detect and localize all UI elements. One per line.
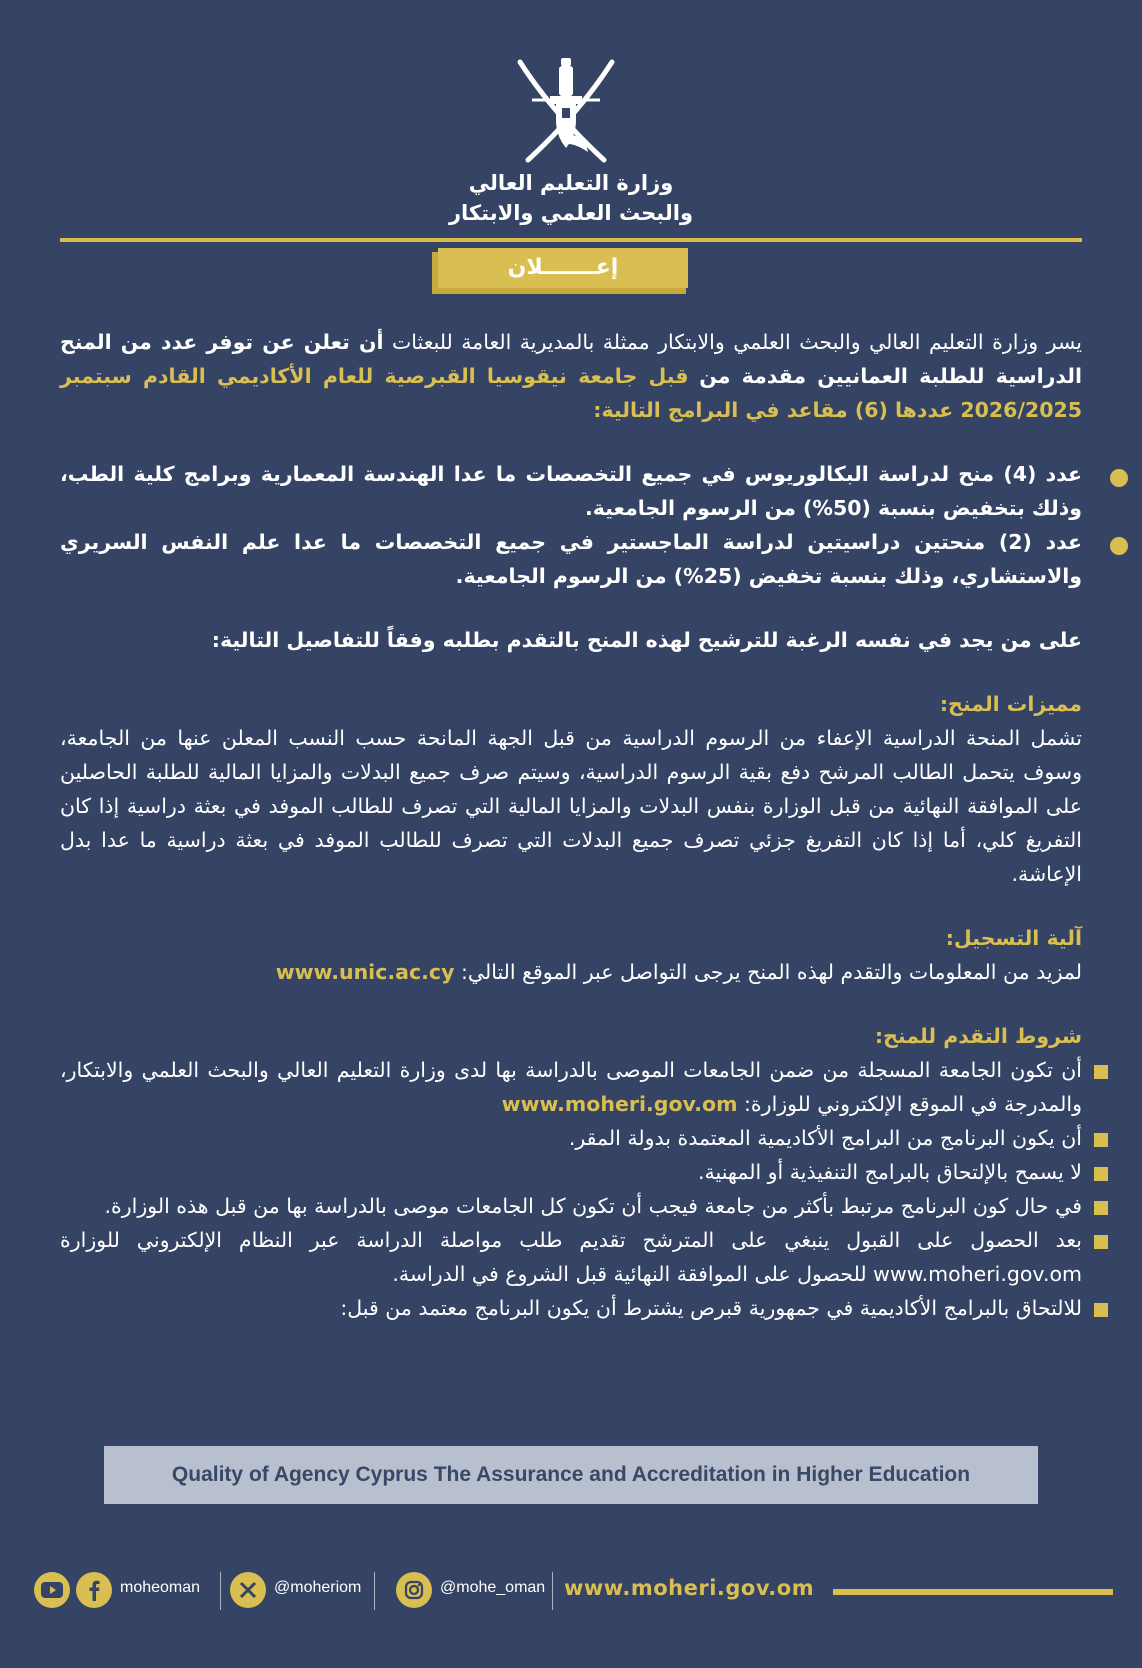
moheri-link[interactable]: www.moheri.gov.om xyxy=(501,1092,738,1116)
conditions-heading: شروط التقدم للمنح: xyxy=(874,1024,1082,1048)
footer-website-link[interactable]: www.moheri.gov.om xyxy=(564,1576,815,1600)
program-item: عدد (2) منحتين دراسيتين لدراسة الماجستير في جميع التخصصات ما عدا علم النفس السريري والاستشاري، وذلك بنسبة تخفيض (25%) من الرسوم الجامعية. xyxy=(60,525,1128,593)
youtube-icon[interactable] xyxy=(34,1572,70,1608)
condition-item: في حال كون البرنامج مرتبط بأكثر من جامعة فيجب أن تكون كل الجامعات موصى بالدراسة بها من قبل هذه الوزارة. xyxy=(60,1189,1108,1223)
registration-text xyxy=(60,955,1082,989)
footer-separator xyxy=(374,1572,375,1610)
registration-label: لمزيد من المعلومات والتقدم لهذه المنح يرجى التواصل عبر الموقع التالي: xyxy=(460,960,1082,984)
accreditation-box: Quality of Agency Cyprus The Assurance and Accreditation in Higher Education xyxy=(104,1446,1038,1504)
registration-heading: آلية التسجيل: xyxy=(945,926,1082,950)
header-divider xyxy=(60,238,1082,242)
intro-text: يسر وزارة التعليم العالي والبحث العلمي والابتكار ممثلة بالمديرية العامة للبعثات xyxy=(391,330,1082,354)
program-item: عدد (4) منح لدراسة البكالوريوس في جميع التخصصات ما عدا الهندسة المعمارية وبرامج كلية الطب، وذلك بتخفيض بنسبة (50%) من الرسوم الجامعية. xyxy=(60,457,1128,525)
social-handle-moheoman[interactable]: moheoman xyxy=(120,1579,201,1596)
ministry-name-line2: والبحث العلمي والابتكار xyxy=(448,201,694,225)
footer-accent-line xyxy=(833,1589,1113,1595)
footer-separator xyxy=(552,1572,553,1610)
social-handle-x[interactable]: @moheriom xyxy=(274,1579,362,1596)
announcement-badge: إعـــــــلان xyxy=(438,248,688,288)
conditions-list xyxy=(60,1053,1082,1325)
programs-list xyxy=(60,457,1082,593)
condition-item: أن يكون البرنامج من البرامج الأكاديمية المعتمدة بدولة المقر. xyxy=(60,1121,1108,1155)
intro-highlight-text: قبل جامعة نيقوسيا القبرصية للعام الأكاديمي القادم سبتمبر 2026/2025 عددها (6) مقاعد في البرامج التالية: xyxy=(60,364,1082,422)
x-icon[interactable] xyxy=(230,1572,266,1608)
condition-item: بعد الحصول على القبول ينبغي على المترشح تقديم طلب مواصلة الدراسة عبر النظام الإلكتروني للوزارة www.moheri.gov.om للحصول على الموافقة النهائية قبل الشروع في الدراسة. xyxy=(60,1223,1108,1291)
intro-paragraph xyxy=(60,325,1082,427)
condition-item: للالتحاق بالبرامج الأكاديمية في جمهورية قبرص يشترط أن يكون البرنامج معتمد من قبل: xyxy=(60,1291,1108,1325)
footer-separator xyxy=(220,1572,221,1610)
social-handle-instagram[interactable]: @mohe_oman xyxy=(440,1579,546,1596)
registration-link[interactable]: www.unic.ac.cy xyxy=(275,960,455,984)
condition-item xyxy=(60,1053,1108,1121)
condition-text: أن تكون الجامعة المسجلة من ضمن الجامعات الموصى بالدراسة بها لدى وزارة التعليم العالي والبحث العلمي والابتكار، والمدرجة في الموقع الإلكتروني للوزارة: xyxy=(60,1058,1082,1116)
announcement-body xyxy=(60,325,1082,1325)
condition-item: لا يسمح بالإلتحاق بالبرامج التنفيذية أو المهنية. xyxy=(60,1155,1108,1189)
oman-emblem-icon xyxy=(512,52,620,170)
instagram-icon[interactable] xyxy=(396,1572,432,1608)
apply-statement: على من يجد في نفسه الرغبة للترشيح لهذه المنح بالتقدم بطلبه وفقاً للتفاصيل التالية: xyxy=(211,628,1082,652)
features-heading: مميزات المنح: xyxy=(939,692,1082,716)
facebook-icon[interactable] xyxy=(76,1572,112,1608)
intro-bold-text: أن تعلن عن توفر عدد من المنح الدراسية للطلبة العمانيين مقدمة من xyxy=(60,330,1082,388)
features-body: تشمل المنحة الدراسية الإعفاء من الرسوم الدراسية من قبل الجهة المانحة حسب النسب المعلن عنها من الجامعة، وسوف يتحمل الطالب المرشح دفع بقية الرسوم الدراسية، وسيتم صرف جميع البدلات والمزايا المالية للطلبة الحاصلين على الموافقة النهائية من قبل الوزارة بنفس البدلات والمزايا المالية التي تصرف للطالب الموفد في بعثة دراسية إذا كان التفريغ كلي، أما إذا كان التفريغ جزئي تصرف جميع البدلات التي تصرف للطالب الموفد في بعثة دراسية ما عدا بدل الإعاشة. xyxy=(60,726,1082,886)
ministry-name-line1: وزارة التعليم العالي xyxy=(468,171,674,195)
footer xyxy=(30,1568,1130,1612)
